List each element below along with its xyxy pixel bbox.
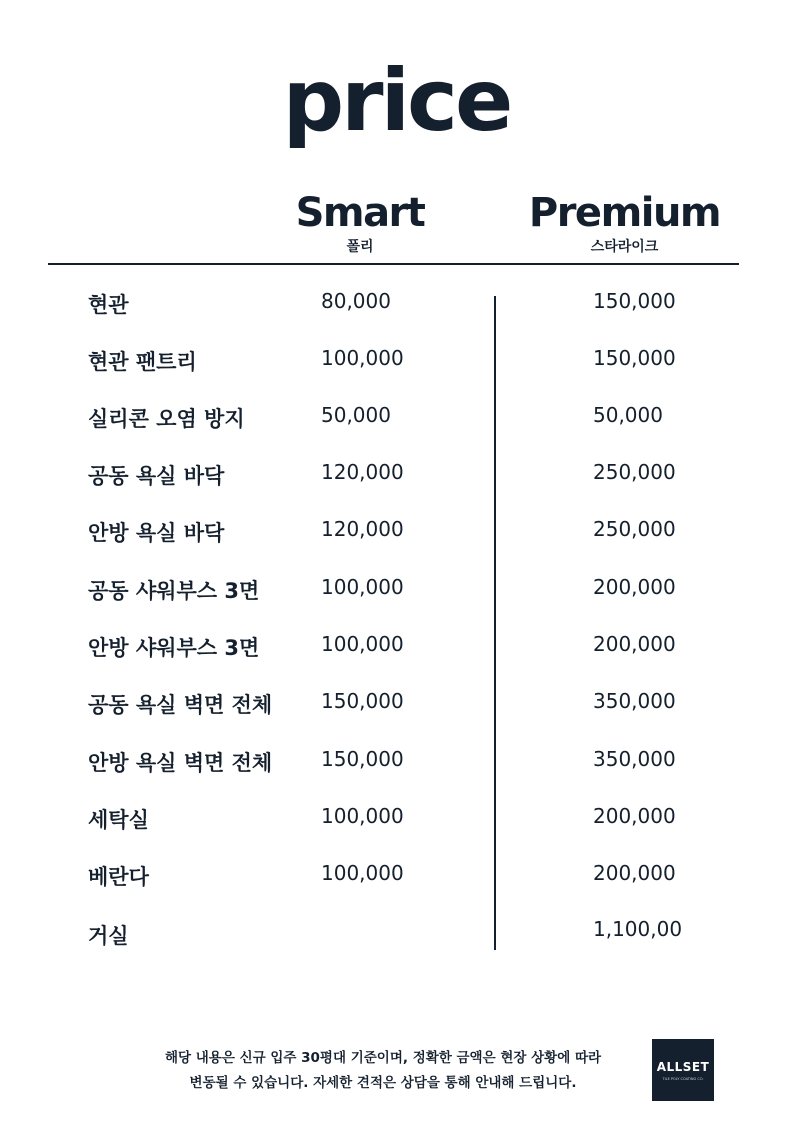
service-name: 안방 욕실 벽면 전체 [88,751,273,775]
plan-name-premium: Premium [528,190,721,236]
service-name: 안방 욕실 바닥 [88,521,225,545]
service-name: 거실 [88,924,129,948]
service-name: 세탁실 [88,808,149,832]
plan-material-smart: 폴리 [346,239,374,255]
service-name: 베란다 [88,865,149,889]
plan-header-smart [290,190,430,256]
footer-note-line: 해당 내용은 신규 입주 30평대 기준이며, 정확한 금액은 현장 상황에 따라 [164,1050,602,1066]
service-name: 공동 샤워부스 3면 [88,579,260,603]
service-name: 안방 샤워부스 3면 [88,636,260,660]
smart-price: 120,000 [321,460,404,484]
service-name: 공동 욕실 벽면 전체 [88,693,273,717]
premium-price: 350,000 [593,689,676,713]
premium-price: 200,000 [593,632,676,656]
premium-price: 1,100,00 [593,917,683,941]
smart-price: 100,000 [321,632,404,656]
page-title: price [282,51,511,151]
premium-price: 200,000 [593,804,676,828]
service-name: 현관 [88,293,129,317]
brand-logo-tagline: TILE POLY COATING CO. [662,1077,704,1081]
premium-price: 50,000 [593,403,663,427]
service-name: 공동 욕실 바닥 [88,464,225,488]
premium-price: 200,000 [593,575,676,599]
smart-price: 100,000 [321,804,404,828]
premium-price: 250,000 [593,460,676,484]
header-divider [48,263,739,265]
footer-note-line: 변동될 수 있습니다. 자세한 견적은 상담을 통해 안내해 드립니다. [189,1075,577,1091]
price-row [0,861,793,918]
premium-price: 350,000 [593,747,676,771]
smart-price: 100,000 [321,861,404,885]
price-row [0,575,793,632]
price-row [0,460,793,517]
premium-price: 150,000 [593,346,676,370]
smart-price: 100,000 [321,575,404,599]
price-row [0,747,793,804]
plan-name-smart: Smart [295,190,425,236]
price-row [0,804,793,861]
price-row [0,689,793,746]
smart-price: 80,000 [321,289,391,313]
premium-price: 150,000 [593,289,676,313]
service-name: 현관 팬트리 [88,350,197,374]
price-row [0,289,793,346]
service-name: 실리콘 오염 방지 [88,407,245,431]
price-row [0,917,793,977]
smart-price: 50,000 [321,403,391,427]
smart-price: 120,000 [321,517,404,541]
smart-price: 150,000 [321,747,404,771]
price-row [0,346,793,403]
price-row [0,517,793,574]
premium-price: 250,000 [593,517,676,541]
plan-material-premium: 스타라이크 [590,239,659,255]
footer-note [118,1046,648,1096]
plan-header-premium [527,190,722,256]
premium-price: 200,000 [593,861,676,885]
smart-price: 150,000 [321,689,404,713]
brand-logo [652,1039,714,1101]
smart-price: 100,000 [321,346,404,370]
price-row [0,403,793,460]
price-row [0,632,793,689]
brand-logo-text: ALLSET [656,1060,710,1074]
